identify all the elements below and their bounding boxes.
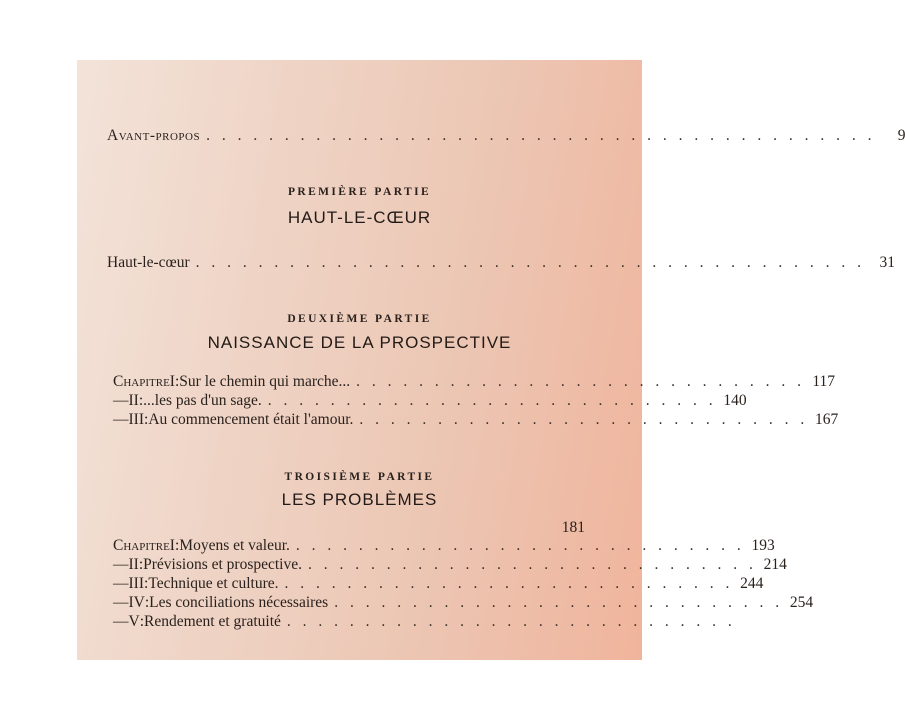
toc-entry[interactable] [113,575,764,593]
dot-leader: . . . . . . . . . . . . . . . . . . . . . . . . . . . . . [308,556,757,573]
dot-leader: . . . . . . . . . . . . . . . . . . . . . . . . . . . . . [295,537,745,554]
colon: : [144,411,149,428]
chapter-number: I [169,537,175,554]
toc-entry[interactable] [113,411,839,429]
entry-page: 117 [812,373,836,390]
colon: : [174,373,180,390]
colon: : [144,594,150,611]
toc-entry[interactable] [113,373,836,391]
colon: : [144,575,149,592]
entry-page: 140 [723,392,747,409]
dot-leader: . . . . . . . . . . . . . . . . . . . . . . . . . . . . . [284,575,734,592]
entry-title: Prévisions et prospective. [143,556,302,573]
chapter-number: I [169,373,175,390]
part-label: PREMIÈRE PARTIE [287,186,432,198]
dot-leader: . . . . . . . . . . . . . . . . . . . . . . . . . . . . . [334,594,784,611]
colon: : [139,613,145,630]
entry-title: Technique et culture. [148,575,279,592]
entry-page: 9 [897,127,905,144]
entry-page: 244 [740,575,764,592]
toc-entry[interactable] [113,537,775,555]
part-title: NAISSANCE DE LA PROSPECTIVE [207,333,512,352]
dot-leader: . . . . . . . . . . . . . . . . . . . . . . . . . . . . . . . . . . . . . . . . . . . [195,254,865,271]
ditto-dash: — [113,575,129,592]
part-label: DEUXIÈME PARTIE [287,313,432,325]
part-title: LES PROBLÈMES [281,490,438,509]
entry-title: Au commencement était l'amour. [148,411,354,428]
colon: : [138,556,144,573]
dot-leader: . . . . . . . . . . . . . . . . . . . . . . . . . . . . . [286,613,736,630]
chapter-number: II [128,556,139,573]
chapter-number: III [128,411,144,428]
ditto-dash: — [113,411,129,428]
chapter-number: III [128,575,144,592]
ditto-dash: — [113,556,129,573]
toc-entry[interactable] [113,594,814,612]
dot-leader: . . . . . . . . . . . . . . . . . . . . . . . . . . . . . . . . . . . . . . . . . . . [206,127,876,144]
book-page [77,60,905,660]
entry-page: 214 [763,556,787,573]
part-label: TROISIÈME PARTIE [284,471,435,483]
toc-entry[interactable] [113,613,736,631]
dot-leader: . . . . . . . . . . . . . . . . . . . . . . . . . . . . . [359,411,809,428]
part-title: HAUT-LE-CŒUR [287,208,432,227]
dot-leader: . . . . . . . . . . . . . . . . . . . . . . . . . . . . . [356,373,806,390]
ditto-dash: — [113,392,129,409]
chapter-number: V [128,613,140,630]
entry-title: Rendement et gratuité [144,613,281,630]
entry-page: 31 [879,254,895,271]
toc-entry[interactable] [113,556,787,574]
entry-title: Les conciliations nécessaires [149,594,329,611]
entry-page: 167 [815,411,839,428]
toc-entry-avant-propos[interactable] [107,127,905,145]
chapter-number: IV [128,594,145,611]
dot-leader: . . . . . . . . . . . . . . . . . . . . . . . . . . . . . [267,392,717,409]
colon: : [174,537,180,554]
entry-page: 193 [751,537,775,554]
toc-entry[interactable] [113,392,747,410]
chapter-word: Chapitre [113,537,170,554]
entry-page: 254 [789,594,814,611]
extra-page-number: 181 [561,519,585,536]
chapter-number: II [128,392,139,409]
colon: : [138,392,144,409]
entry-title: Sur le chemin qui marche... [179,373,351,390]
entry-title: ...les pas d'un sage. [143,392,262,409]
chapter-word: Chapitre [113,373,170,390]
ditto-dash: — [113,594,129,611]
entry-title: Moyens et valeur. [179,537,290,554]
toc-entry[interactable] [107,254,895,272]
entry-title: Avant-propos [107,127,201,144]
ditto-dash: — [113,613,129,630]
entry-title: Haut-le-cœur [107,254,190,271]
